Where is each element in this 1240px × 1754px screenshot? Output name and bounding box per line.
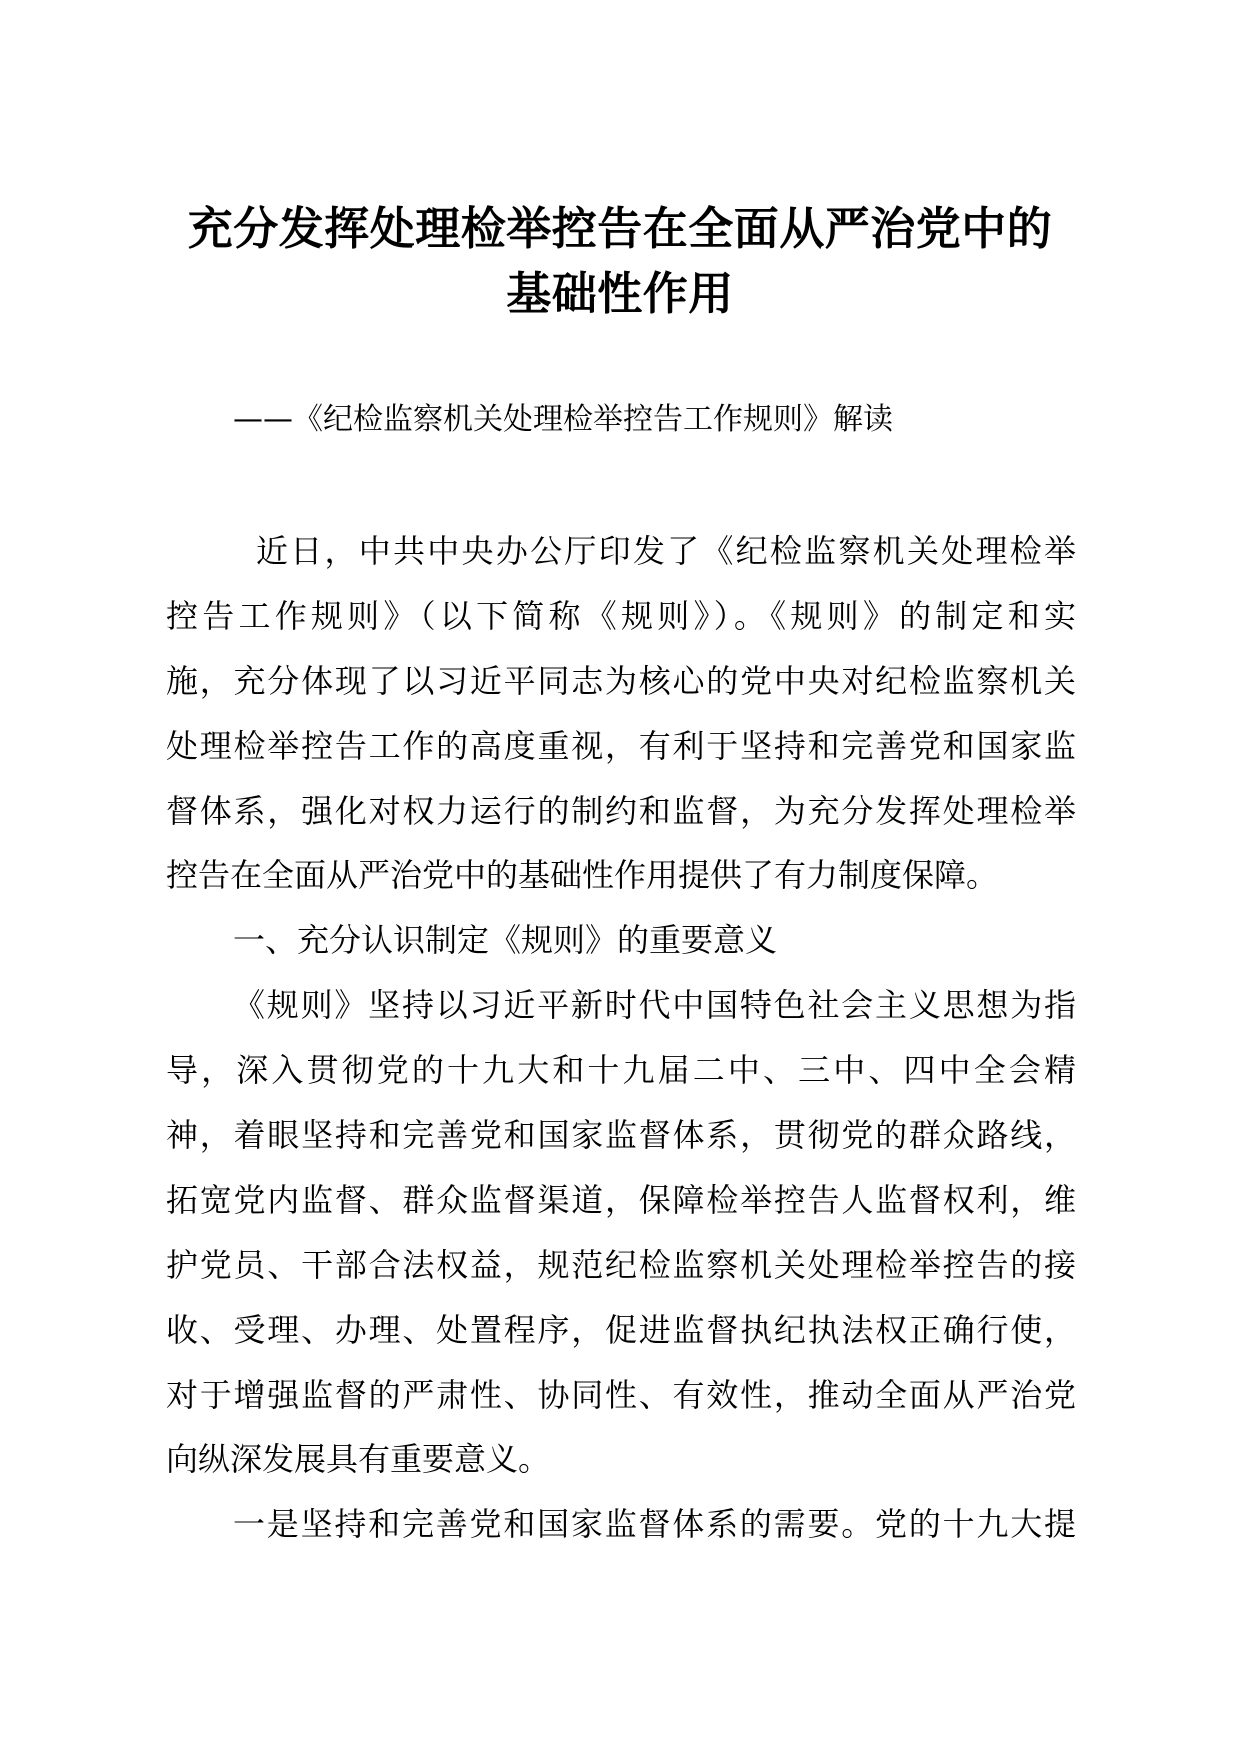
document-subtitle: ——《纪检监察机关处理检举控告工作规则》解读 — [233, 402, 893, 437]
body-line: 收、受理、办理、处置程序，促进监督执纪执法权正确行使， — [166, 1310, 1076, 1349]
body-line: 施，充分体现了以习近平同志为核心的党中央对纪检监察机关 — [166, 661, 1076, 700]
document-title — [0, 196, 1240, 326]
section-heading: 一、充分认识制定《规则》的重要意义 — [233, 921, 778, 960]
title-line-1: 充分发挥处理检举控告在全面从严治党中的 — [187, 202, 1053, 255]
body-line: 控告工作规则》（以下简称《规则》）。《规则》的制定和实 — [166, 596, 1076, 635]
body-line: 向纵深发展具有重要意义。 — [166, 1440, 551, 1479]
body-line: 控告在全面从严治党中的基础性作用提供了有力制度保障。 — [166, 856, 999, 895]
body-line: 护党员、干部合法权益，规范纪检监察机关处理检举控告的接 — [166, 1245, 1076, 1284]
body-line: 对于增强监督的严肃性、协同性、有效性，推动全面从严治党 — [166, 1375, 1076, 1414]
body-line: 《规则》坚持以习近平新时代中国特色社会主义思想为指 — [233, 986, 1076, 1025]
body-line: 近日，中共中央办公厅印发了《纪检监察机关处理检举 — [256, 532, 1076, 570]
body-line: 一是坚持和完善党和国家监督体系的需要。党的十九大提 — [233, 1505, 1076, 1544]
body-line: 拓宽党内监督、群众监督渠道，保障检举控告人监督权利，维 — [166, 1180, 1076, 1219]
body-line: 导，深入贯彻党的十九大和十九届二中、三中、四中全会精 — [166, 1051, 1076, 1090]
document-body — [166, 519, 1076, 1557]
body-line: 神，着眼坚持和完善党和国家监督体系，贯彻党的群众路线， — [166, 1116, 1076, 1155]
body-line: 处理检举控告工作的高度重视，有利于坚持和完善党和国家监 — [166, 726, 1076, 765]
body-line: 督体系，强化对权力运行的制约和监督，为充分发挥处理检举 — [166, 791, 1076, 830]
title-line-2: 基础性作用 — [506, 267, 734, 320]
